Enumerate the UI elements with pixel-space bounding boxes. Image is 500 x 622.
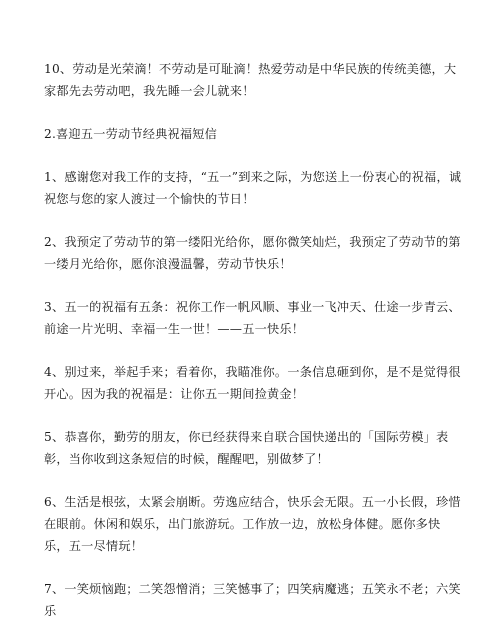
paragraph-gap — [44, 102, 464, 123]
paragraph-gap — [44, 470, 464, 491]
paragraph-message-4: 4、别过来，举起手来；看着你，我瞄准你。一条信息砸到你，是不是觉得很开心。因为我的祝福是：让你五一期间捡黄金！ — [44, 365, 461, 401]
paragraph-message-6: 6、生活是根弦，太紧会崩断。劳逸应结合，快乐会无限。五一小长假，珍惜在眼前。休闲和娱乐，出门旅游玩。工作放一边，放松身体健。愿你多快乐，五一尽情玩！ — [44, 495, 461, 553]
paragraph-message-2: 2、我预定了劳动节的第一缕阳光给你，愿你微笑灿烂，我预定了劳动节的第一缕月光给你，愿你浪漫温馨，劳动节快乐！ — [44, 235, 461, 271]
paragraph-message-7: 7、一笑烦恼跑；二笑怨憎消；三笑憾事了；四笑病魔逃；五笑永不老；六笑乐 — [44, 582, 461, 618]
document-body — [44, 58, 464, 622]
paragraph-gap — [44, 557, 464, 578]
paragraph-gap — [44, 145, 464, 166]
paragraph-message-3: 3、五一的祝福有五条：祝你工作一帆风顺、事业一飞冲天、仕途一步青云、前途一片光明、幸福一生一世！——五一快乐！ — [44, 300, 461, 336]
paragraph-message-5: 5、恭喜你，勤劳的朋友，你已经获得来自联合国快递出的「国际劳模」表彰，当你收到这条短信的时候，醒醒吧，别做梦了！ — [44, 430, 449, 466]
paragraph-gap — [44, 405, 464, 426]
paragraph-message-1: 1、感谢您对我工作的支持，“五一”到来之际，为您送上一份衷心的祝福，诚祝您与您的家人渡过一个愉快的节日！ — [44, 170, 462, 206]
section-heading: 2.喜迎五一劳动节经典祝福短信 — [44, 127, 218, 141]
paragraph-gap — [44, 340, 464, 361]
paragraph-gap — [44, 210, 464, 231]
paragraph-tip-10: 10、劳动是光荣滴！不劳动是可耻滴！热爱劳动是中华民族的传统美德，大家都先去劳动吧，我先睡一会儿就来！ — [44, 62, 457, 98]
paragraph-gap — [44, 275, 464, 296]
